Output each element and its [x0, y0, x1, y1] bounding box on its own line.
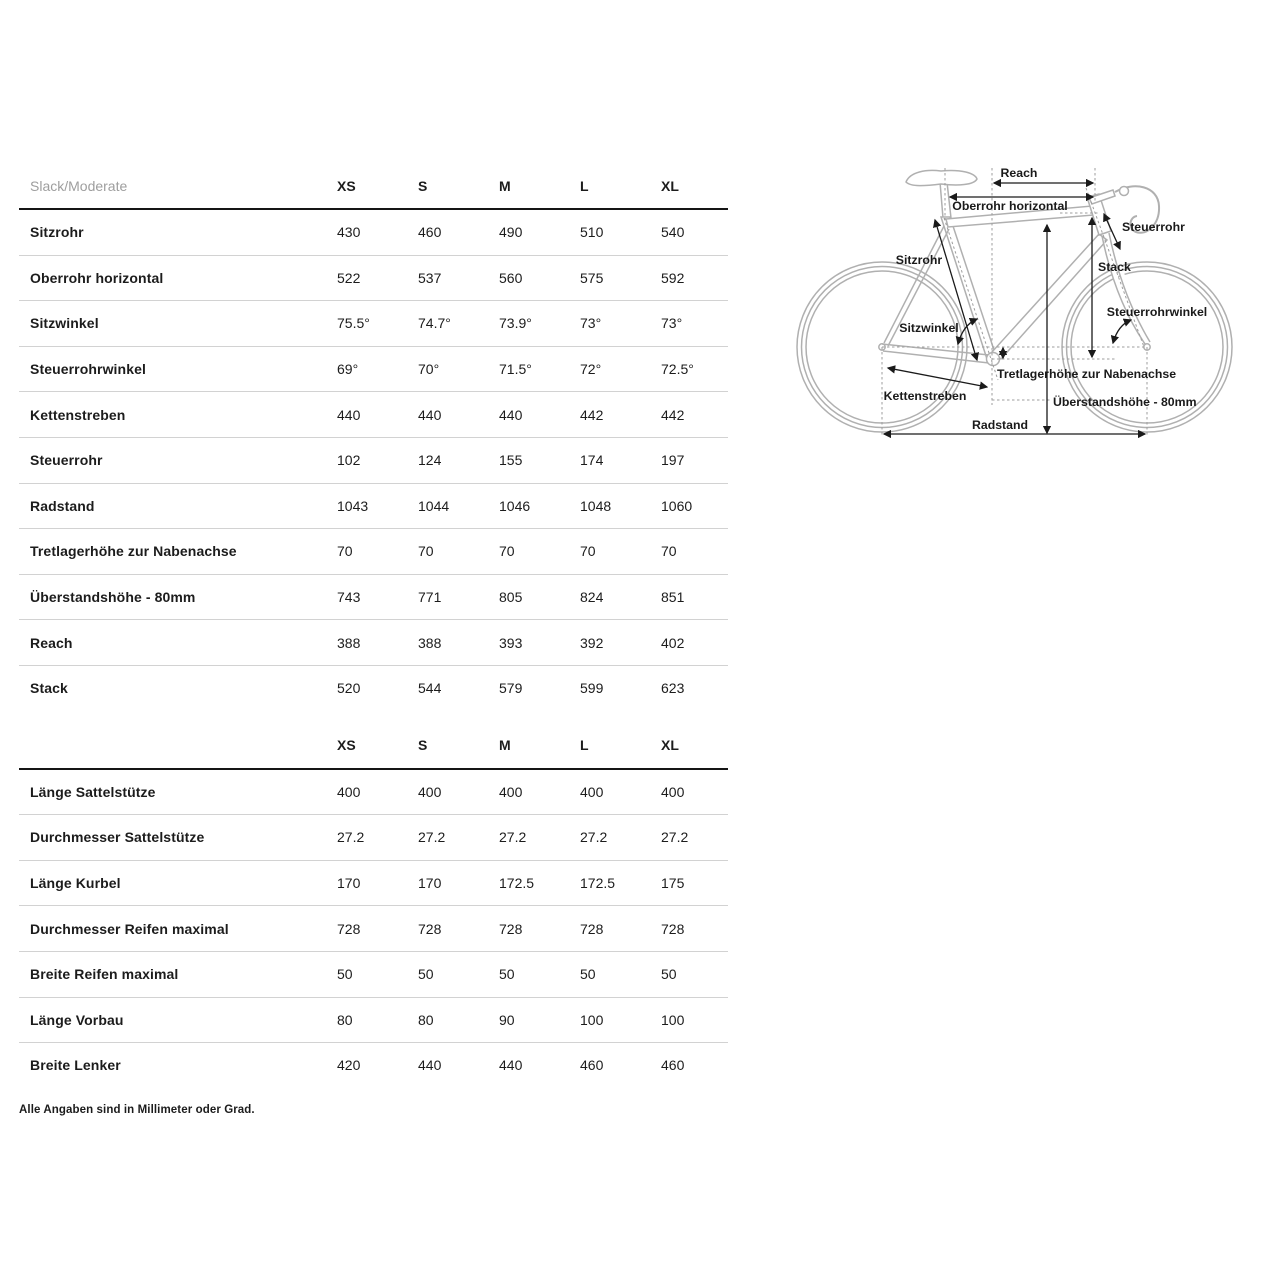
cell-value: 50 — [661, 966, 677, 983]
cell-value: 592 — [661, 269, 685, 286]
row-label: Länge Sattelstütze — [30, 783, 156, 800]
row-label: Steuerrohrwinkel — [30, 361, 146, 378]
cell-value: 388 — [337, 634, 361, 651]
cell-value: 743 — [337, 589, 361, 606]
cell-value: 155 — [499, 452, 523, 469]
table-row — [19, 666, 728, 711]
table-section-frame-geometry — [19, 163, 728, 711]
cell-value: 170 — [337, 875, 361, 892]
cell-value: 80 — [337, 1011, 353, 1028]
row-label: Sitzrohr — [30, 224, 84, 241]
column-header-xl: XL — [661, 177, 679, 194]
cell-value: 400 — [499, 783, 523, 800]
table-row — [19, 484, 728, 530]
cell-value: 851 — [661, 589, 685, 606]
table-row — [19, 529, 728, 575]
table-section-components — [19, 723, 728, 1088]
column-header-s: S — [418, 737, 428, 754]
cell-value: 73° — [661, 315, 683, 332]
cell-value: 460 — [661, 1057, 685, 1074]
table-row — [19, 861, 728, 907]
cell-value: 69° — [337, 361, 359, 378]
cell-value: 440 — [499, 1057, 523, 1074]
table-row — [19, 575, 728, 621]
table-row — [19, 906, 728, 952]
cell-value: 172.5 — [499, 875, 535, 892]
cell-value: 510 — [580, 224, 604, 241]
cell-value: 80 — [418, 1011, 434, 1028]
cell-value: 599 — [580, 680, 604, 697]
sitzrohr-label: Sitzrohr — [895, 253, 943, 267]
cell-value: 102 — [337, 452, 361, 469]
steuerrohr-label: Steuerrohr — [1122, 220, 1185, 234]
column-header-l: L — [580, 737, 589, 754]
cell-value: 1044 — [418, 497, 450, 514]
cell-value: 50 — [580, 966, 596, 983]
cell-value: 460 — [418, 224, 442, 241]
cell-value: 174 — [580, 452, 604, 469]
cell-value: 388 — [418, 634, 442, 651]
row-label: Durchmesser Reifen maximal — [30, 920, 229, 937]
cell-value: 440 — [337, 406, 361, 423]
table-row — [19, 347, 728, 393]
cell-value: 124 — [418, 452, 442, 469]
cell-value: 27.2 — [418, 829, 446, 846]
table-row — [19, 952, 728, 998]
cell-value: 27.2 — [661, 829, 689, 846]
cell-value: 400 — [661, 783, 685, 800]
tretlagerhoehe-label: Tretlagerhöhe zur Nabenachse — [997, 367, 1177, 381]
table-row — [19, 770, 728, 816]
cell-value: 728 — [580, 920, 604, 937]
row-label: Steuerrohr — [30, 452, 103, 469]
steuerrohrwinkel-arc — [1113, 320, 1131, 343]
oberrohr-label: Oberrohr horizontal — [952, 199, 1068, 213]
cell-value: 440 — [418, 1057, 442, 1074]
units-footnote: Alle Angaben sind in Millimeter oder Grad. — [19, 1103, 255, 1116]
table-row — [19, 620, 728, 666]
row-label: Länge Kurbel — [30, 875, 121, 892]
geometry-table — [19, 163, 728, 1116]
cell-value: 442 — [580, 406, 604, 423]
cell-value: 824 — [580, 589, 604, 606]
table-section-title: Slack/Moderate — [30, 177, 128, 194]
cell-value: 400 — [337, 783, 361, 800]
saddle-icon — [906, 170, 977, 185]
cell-value: 50 — [499, 966, 515, 983]
cell-value: 540 — [661, 224, 685, 241]
table-row — [19, 1043, 728, 1088]
stack-label: Stack — [1098, 260, 1131, 274]
row-label: Reach — [30, 634, 73, 651]
kettenstreben-arrow — [888, 368, 987, 387]
row-label: Durchmesser Sattelstütze — [30, 829, 205, 846]
cell-value: 490 — [499, 224, 523, 241]
sitzwinkel-label: Sitzwinkel — [899, 321, 959, 335]
table-row — [19, 301, 728, 347]
cell-value: 70° — [418, 361, 440, 378]
cell-value: 100 — [580, 1011, 604, 1028]
column-header-m: M — [499, 737, 511, 754]
cell-value: 440 — [418, 406, 442, 423]
cell-value: 400 — [580, 783, 604, 800]
cell-value: 70 — [499, 543, 515, 560]
row-label: Breite Reifen maximal — [30, 966, 179, 983]
cell-value: 72° — [580, 361, 602, 378]
cell-value: 100 — [661, 1011, 685, 1028]
cell-value: 771 — [418, 589, 442, 606]
cell-value: 172.5 — [580, 875, 616, 892]
row-label: Länge Vorbau — [30, 1011, 124, 1028]
table-row — [19, 210, 728, 256]
table-row — [19, 998, 728, 1044]
column-header-xs: XS — [337, 737, 356, 754]
cell-value: 73.9° — [499, 315, 532, 332]
reach-label: Reach — [1000, 166, 1038, 180]
cell-value: 1046 — [499, 497, 531, 514]
row-label: Oberrohr horizontal — [30, 269, 164, 286]
cell-value: 175 — [661, 875, 685, 892]
table-row — [19, 815, 728, 861]
column-header-m: M — [499, 177, 511, 194]
table-body — [19, 208, 728, 711]
cell-value: 71.5° — [499, 361, 532, 378]
cell-value: 728 — [661, 920, 685, 937]
ueberstandshoehe-label: Überstandshöhe - 80mm — [1053, 395, 1197, 409]
cell-value: 402 — [661, 634, 685, 651]
cell-value: 728 — [418, 920, 442, 937]
row-label: Stack — [30, 680, 68, 697]
row-label: Sitzwinkel — [30, 315, 99, 332]
cell-value: 575 — [580, 269, 604, 286]
cell-value: 440 — [499, 406, 523, 423]
column-header-l: L — [580, 177, 589, 194]
cell-value: 400 — [418, 783, 442, 800]
cell-value: 442 — [661, 406, 685, 423]
cell-value: 27.2 — [337, 829, 365, 846]
cell-value: 560 — [499, 269, 523, 286]
cell-value: 75.5° — [337, 315, 370, 332]
cell-value: 522 — [337, 269, 361, 286]
cell-value: 623 — [661, 680, 685, 697]
cell-value: 50 — [418, 966, 434, 983]
cell-value: 1048 — [580, 497, 612, 514]
cell-value: 70 — [418, 543, 434, 560]
kettenstreben-label: Kettenstreben — [883, 389, 967, 403]
radstand-label: Radstand — [971, 418, 1029, 432]
column-header-s: S — [418, 177, 428, 194]
column-header-xs: XS — [337, 177, 356, 194]
cell-value: 544 — [418, 680, 442, 697]
column-header-xl: XL — [661, 737, 679, 754]
steuerrohrwinkel-label: Steuerrohrwinkel — [1106, 305, 1208, 319]
table-header-row — [19, 723, 728, 768]
cell-value: 420 — [337, 1057, 361, 1074]
cell-value: 73° — [580, 315, 602, 332]
cell-value: 393 — [499, 634, 523, 651]
cell-value: 460 — [580, 1057, 604, 1074]
cell-value: 70 — [661, 543, 677, 560]
cell-value: 90 — [499, 1011, 515, 1028]
table-row — [19, 438, 728, 484]
row-label: Überstandshöhe - 80mm — [30, 589, 196, 606]
row-label: Breite Lenker — [30, 1057, 121, 1074]
cell-value: 50 — [337, 966, 353, 983]
cell-value: 728 — [499, 920, 523, 937]
cell-value: 430 — [337, 224, 361, 241]
cell-value: 392 — [580, 634, 604, 651]
cell-value: 70 — [580, 543, 596, 560]
cell-value: 1043 — [337, 497, 369, 514]
cell-value: 74.7° — [418, 315, 451, 332]
cell-value: 805 — [499, 589, 523, 606]
cell-value: 520 — [337, 680, 361, 697]
cell-value: 170 — [418, 875, 442, 892]
cell-value: 27.2 — [499, 829, 527, 846]
table-row — [19, 392, 728, 438]
table-row — [19, 256, 728, 302]
cell-value: 27.2 — [580, 829, 608, 846]
cell-value: 579 — [499, 680, 523, 697]
cell-value: 728 — [337, 920, 361, 937]
row-label: Kettenstreben — [30, 406, 126, 423]
table-header-row — [19, 163, 728, 208]
cell-value: 197 — [661, 452, 685, 469]
row-label: Radstand — [30, 497, 95, 514]
row-label: Tretlagerhöhe zur Nabenachse — [30, 543, 237, 560]
cell-value: 70 — [337, 543, 353, 560]
cell-value: 1060 — [661, 497, 693, 514]
cell-value: 72.5° — [661, 361, 694, 378]
cell-value: 537 — [418, 269, 442, 286]
bike-geometry-diagram — [770, 140, 1280, 460]
table-body — [19, 768, 728, 1088]
